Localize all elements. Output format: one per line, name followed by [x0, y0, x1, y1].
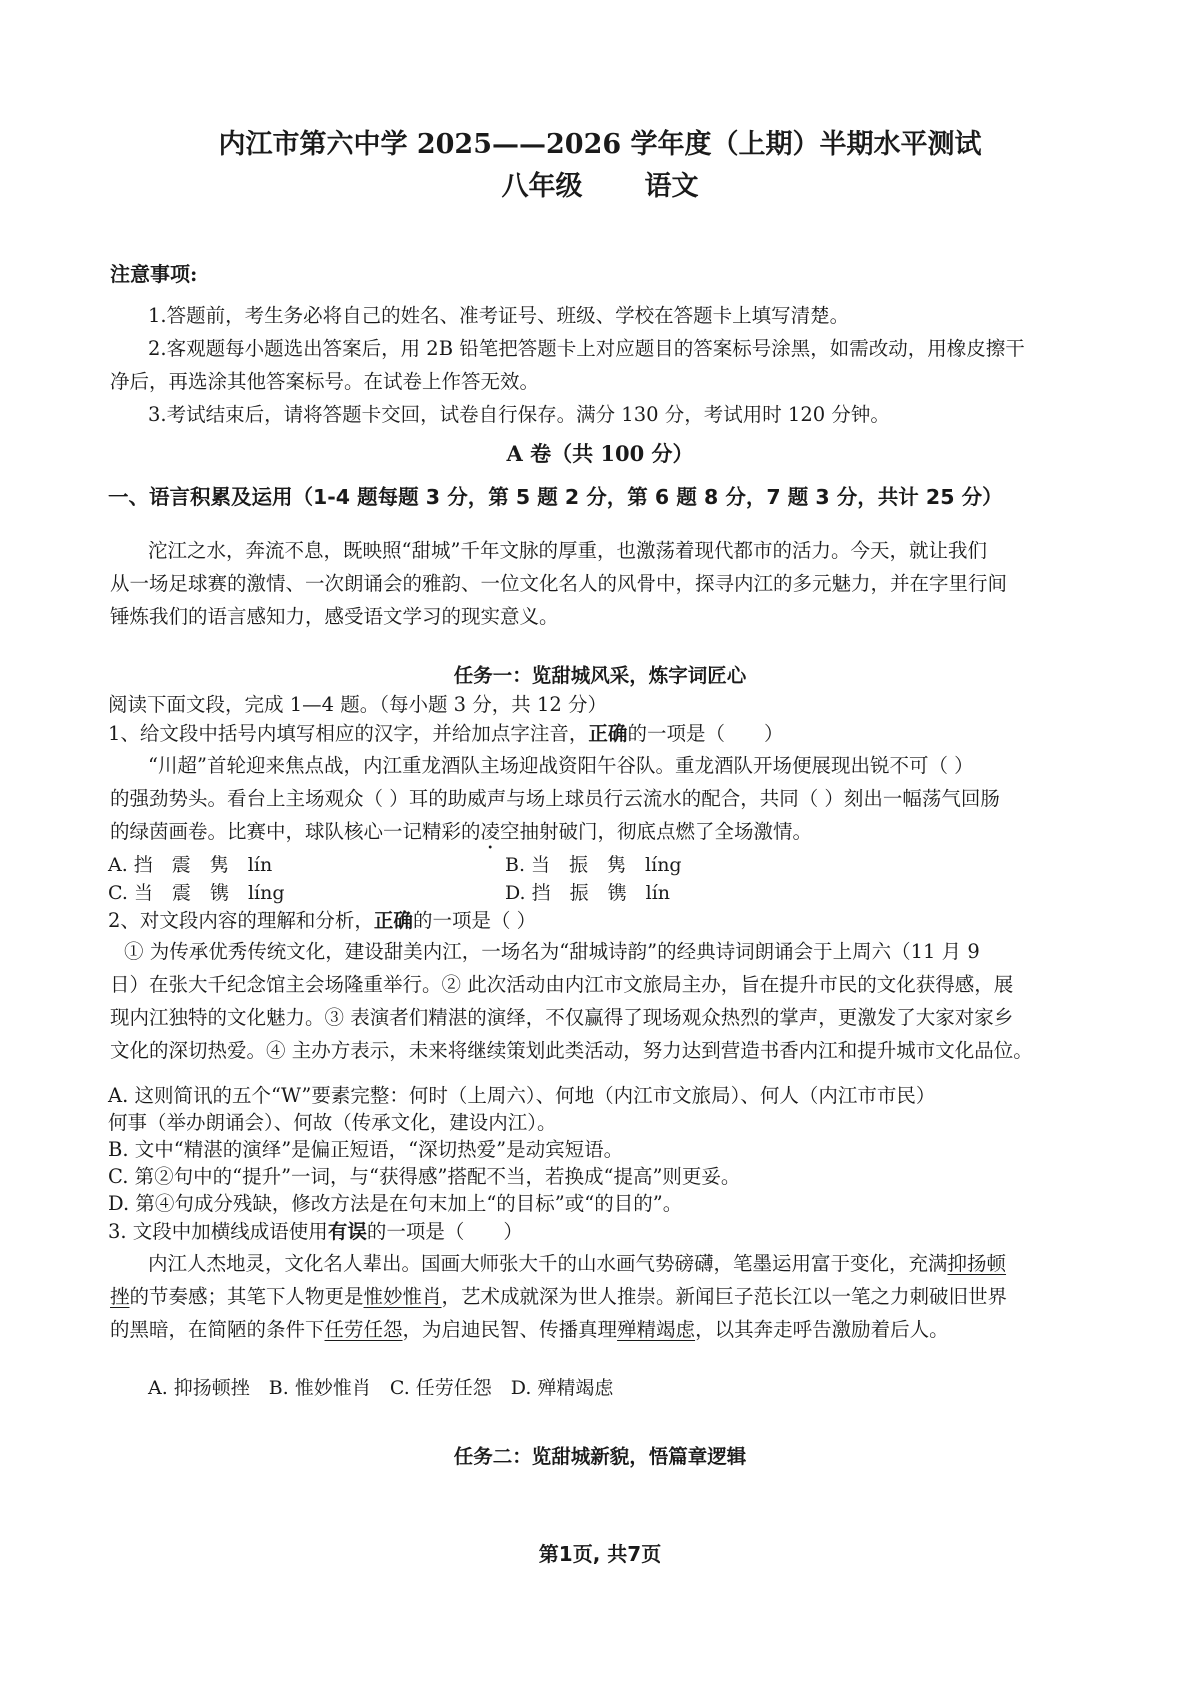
q3-stem-pre: 3. 文段中加横线成语使用 [108, 1220, 328, 1243]
subject-label: 语文 [644, 171, 699, 202]
q2-option-b: B. 文中“精湛的演绎”是偏正短语，“深切热爱”是动宾短语。 [108, 1138, 624, 1161]
q2-stem [108, 905, 536, 937]
q2-stem-post: 的一项是（ ） [412, 909, 537, 932]
q1-passage-line-1: “川超”首轮迎来焦点战，内江重龙酒队主场迎战资阳午谷队。重龙酒队开场便展现出锐不可（ ） [148, 754, 974, 777]
q3-line3-pre: 的黑暗，在简陋的条件下 [110, 1318, 325, 1341]
intro-line-3: 锤炼我们的语言感知力，感受语文学习的现实意义。 [110, 605, 559, 628]
notice-item-1: 1.答题前，考生务必将自己的姓名、准考证号、班级、学校在答题卡上填写清楚。 [148, 304, 850, 327]
q3-stem [108, 1216, 523, 1248]
notice-item-3: 3.考试结束后，请将答题卡交回，试卷自行保存。满分 130 分，考试用时 120 分钟。 [148, 403, 890, 426]
task1-instruction: 阅读下面文段，完成 1—4 题。（每小题 3 分，共 12 分） [108, 693, 607, 716]
q3-idiom-2: 惟妙惟肖 [363, 1285, 442, 1308]
q1-stem-pre: 1、给文段中括号内填写相应的汉字，并给加点字注音， [108, 722, 589, 745]
q3-idiom-3: 任劳任怨 [324, 1318, 403, 1341]
notice-item-2: 2.客观题每小题选出答案后，用 2B 铅笔把答题卡上对应题目的答案标号涂黑，如需改动，用橡皮擦干 [148, 337, 1025, 360]
page-number: 第1页, 共7页 [538, 1542, 662, 1566]
task1-heading: 任务一：览甜城风采，炼字词匠心 [453, 664, 747, 687]
q1-dotted-char: 凌 [480, 820, 501, 843]
q2-passage-line-1: ① 为传承优秀传统文化，建设甜美内江，一场名为“甜城诗韵”的经典诗词朗诵会于上周六（11 月 9 [124, 940, 980, 963]
grade-label: 八年级 [501, 171, 583, 202]
q2-passage-line-3: 现内江独特的文化魅力。③ 表演者们精湛的演绎，不仅赢得了现场观众热烈的掌声，更激发了大家对家乡 [110, 1006, 1014, 1029]
q2-passage-line-2: 日）在张大千纪念馆主会场隆重举行。② 此次活动由内江市文旅局主办，旨在提升市民的文化获得感，展 [110, 973, 1014, 996]
q2-passage-line-4: 文化的深切热爱。④ 主办方表示，未来将继续策划此类活动，努力达到营造书香内江和提升城市文化品位。 [110, 1039, 1033, 1062]
q3-line2-post: ，艺术成就深为世人推崇。新闻巨子范长江以一笔之力刺破旧世界 [441, 1285, 1008, 1308]
q1-option-b: B. 当 振 隽 líng [505, 854, 682, 876]
q1-stem-post: 的一项是（ ） [627, 722, 784, 745]
q3-line3-mid: ，为启迪民智、传播真理 [402, 1318, 618, 1341]
q2-option-a: A. 这则简讯的五个“W”要素完整：何时（上周六）、何地（内江市文旅局）、何人（内江市市民） [108, 1084, 936, 1107]
q3-idiom-1-end: 挫 [110, 1285, 130, 1308]
part1-heading: 一、语言积累及运用（1-4 题每题 3 分，第 5 题 2 分，第 6 题 8 分，7 题 3 分，共计 25 分） [108, 485, 1003, 509]
q2-stem-keyword: 正确 [373, 909, 413, 932]
q2-stem-pre: 2、对文段内容的理解和分析， [108, 909, 374, 932]
q1-line3-pre: 的绿茵画卷。比赛中，球队核心一记精彩的 [110, 820, 481, 843]
q2-option-c: C. 第②句中的“提升”一词，与“获得感”搭配不当，若换成“提高”则更妥。 [108, 1165, 741, 1188]
q1-option-a: A. 挡 震 隽 lín [108, 854, 273, 876]
q3-stem-post: 的一项是（ ） [366, 1220, 523, 1243]
q1-line3-post: 空抽射破门，彻底点燃了全场激情。 [500, 820, 813, 843]
q3-line3-post: ，以其奔走呼告激励着后人。 [695, 1318, 949, 1341]
q3-options: A. 抑扬顿挫 B. 惟妙惟肖 C. 任劳任怨 D. 殚精竭虑 [148, 1377, 614, 1399]
intro-line-1: 沱江之水，奔流不息，既映照“甜城”千年文脉的厚重，也激荡着现代都市的活力。今天，就让我们 [148, 539, 987, 562]
intro-line-2: 从一场足球赛的激情、一次朗诵会的雅韵、一位文化名人的风骨中，探寻内江的多元魅力，并在字里行间 [110, 572, 1008, 595]
section-a-heading: A 卷（共 100 分） [506, 441, 694, 466]
exam-subtitle [0, 164, 1200, 203]
q3-passage-line-2 [110, 1281, 1007, 1313]
q1-passage-line-2: 的强劲势头。看台上主场观众（ ）耳的助威声与场上球员行云流水的配合，共同（ ）刻出一幅荡气回肠 [110, 787, 1000, 810]
exam-title: 内江市第六中学 2025——2026 学年度（上期）半期水平测试 [218, 129, 982, 160]
notice-item-2-cont: 净后，再选涂其他答案标号。在试卷上作答无效。 [110, 370, 540, 393]
q1-stem-keyword: 正确 [588, 722, 628, 745]
q2-option-a-cont: 何事（举办朗诵会）、何故（传承文化，建设内江）。 [108, 1111, 557, 1134]
q3-idiom-4: 殚精竭虑 [617, 1318, 696, 1341]
q3-passage-line-3 [110, 1314, 949, 1346]
notice-heading: 注意事项: [110, 262, 198, 286]
q1-option-d: D. 挡 振 镌 lín [505, 882, 671, 904]
q3-passage-line-1 [148, 1248, 1006, 1280]
q1-option-c: C. 当 震 镌 líng [108, 882, 285, 904]
q3-line1-pre: 内江人杰地灵，文化名人辈出。国画大师张大千的山水画气势磅礴，笔墨运用富于变化，充满 [148, 1252, 948, 1275]
task2-heading: 任务二：览甜城新貌，悟篇章逻辑 [453, 1445, 747, 1468]
q1-stem [108, 718, 783, 750]
q3-idiom-1-part: 抑扬顿 [947, 1252, 1007, 1275]
q2-option-d: D. 第④句成分残缺，修改方法是在句末加上“的目标”或“的目的”。 [108, 1192, 683, 1215]
q3-stem-keyword: 有误 [327, 1220, 367, 1243]
q3-line2-mid: 的节奏感；其笔下人物更是 [129, 1285, 364, 1308]
